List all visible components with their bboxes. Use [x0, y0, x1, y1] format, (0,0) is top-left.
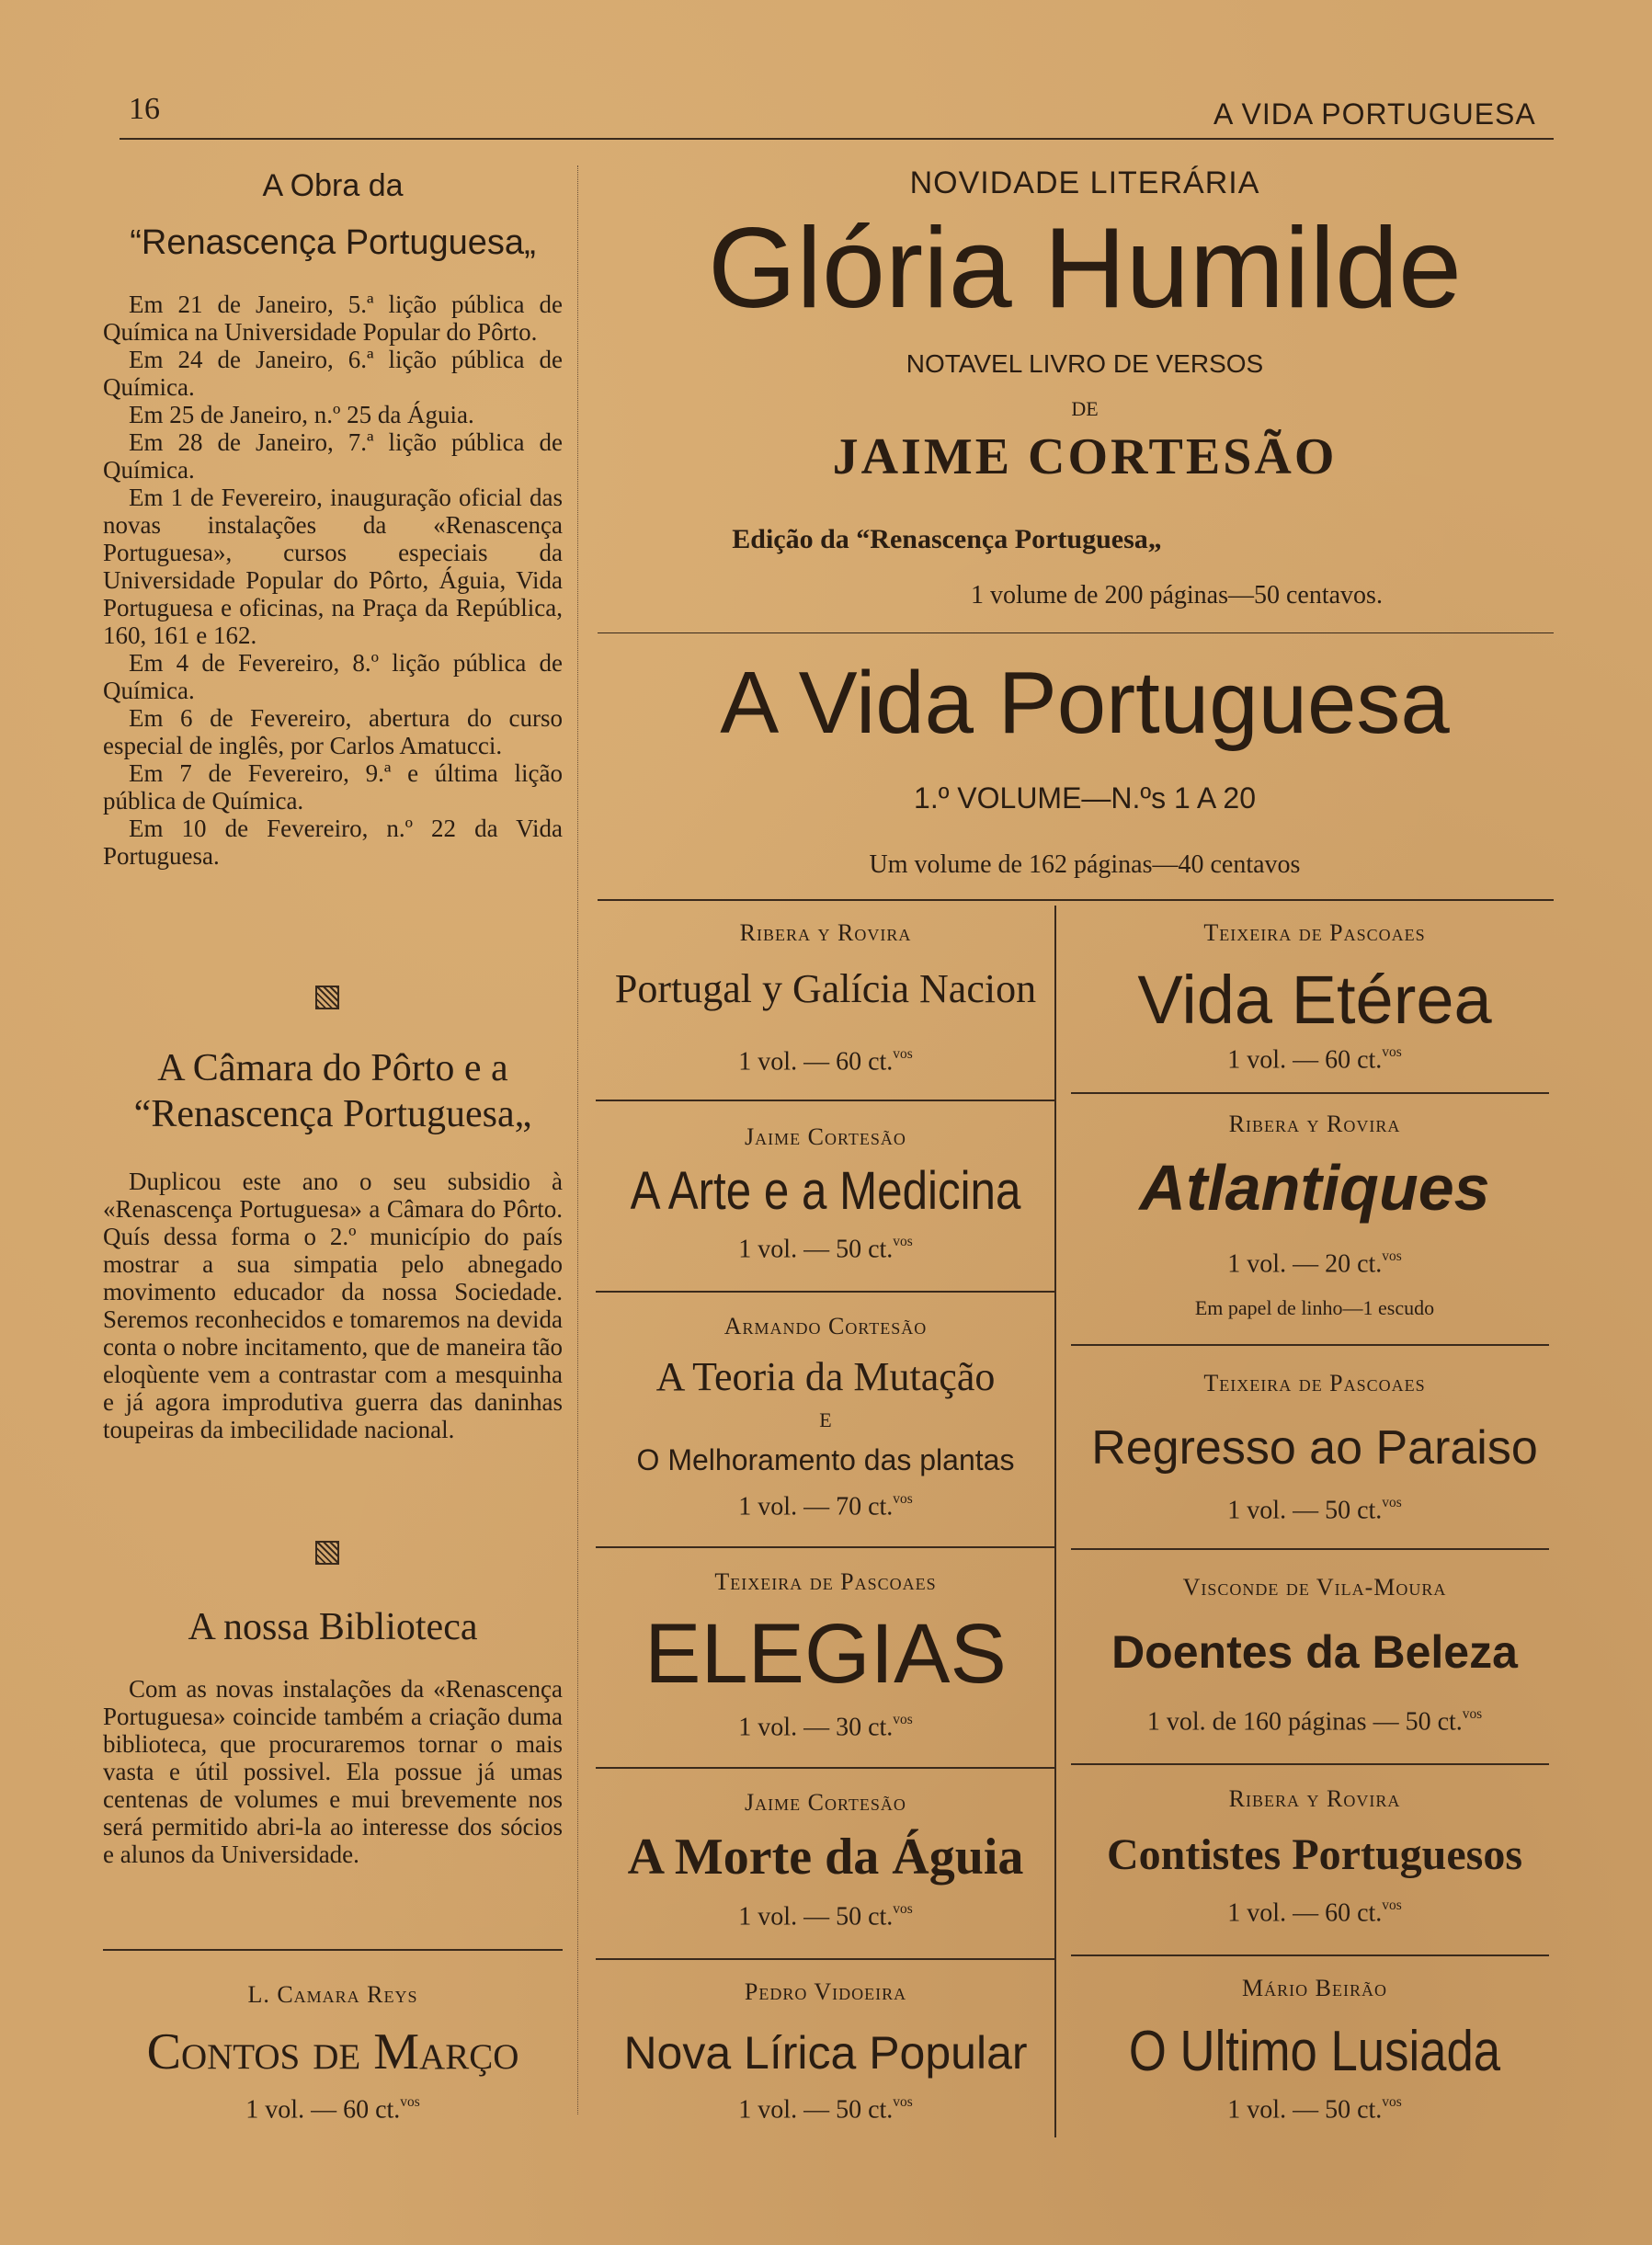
ornament-icon: [315, 1541, 339, 1565]
magazine-details: Um volume de 162 páginas—40 centavos: [869, 850, 1301, 879]
book-price: 1 vol. — 30 ct.$^{vos}$: [738, 1712, 913, 1742]
feature-de: DE: [1071, 397, 1099, 420]
book-title: A Teoria da Mutação: [655, 1354, 996, 1399]
book-author: Pedro Vidoeira: [744, 1978, 907, 2005]
rule: [1071, 1344, 1549, 1346]
book-price: 1 vol. — 50 ct.$^{vos}$: [738, 1234, 913, 1264]
book-title: A Arte e a Medicina: [630, 1161, 1021, 1221]
news-item: Em 10 de Fevereiro, n.º 22 da Vida Portuguesa.: [103, 815, 563, 870]
book-price: 1 vol. — 20 ct.$^{vos}$: [1227, 1248, 1402, 1279]
book-author: Ribera y Rovira: [739, 919, 912, 946]
section-obra: [103, 165, 563, 870]
feature-title: Glória Humilde: [707, 205, 1463, 332]
book-price: 1 vol. — 50 ct.$^{vos}$: [1227, 1495, 1402, 1525]
section-title: A Obra da: [262, 168, 404, 203]
news-item: Em 28 de Janeiro, 7.ª lição pública de Química.: [103, 428, 563, 484]
rule: [596, 1546, 1055, 1548]
running-title: A VIDA PORTUGUESA: [1213, 97, 1536, 131]
book-author: Armando Cortesão: [723, 1313, 928, 1339]
rule: [596, 1291, 1055, 1293]
book-price: 1 vol. de 160 páginas — 50 ct.$^{vos}$: [1146, 1706, 1483, 1737]
book-author: Mário Beirão: [1242, 1975, 1387, 2001]
news-item: Em 21 de Janeiro, 5.ª lição pública de Química na Universidade Popular do Pôrto.: [103, 291, 563, 346]
feature-details: 1 volume de 200 páginas—50 centavos.: [971, 581, 1383, 610]
rule: [596, 1100, 1055, 1101]
feature-kicker: NOVIDADE LITERÁRIA: [909, 165, 1260, 200]
book-title: Vida Etérea: [1137, 962, 1492, 1038]
book-title: ELEGIAS: [644, 1607, 1007, 1701]
book-price: 1 vol. — 50 ct.$^{vos}$: [738, 1901, 913, 1932]
book-author: Teixeira de Pascoaes: [1203, 1370, 1426, 1396]
book-price: 1 vol. — 50 ct.$^{vos}$: [738, 2094, 913, 2125]
book-title: Atlantiques: [1139, 1152, 1490, 1224]
rule: [1071, 1092, 1549, 1094]
book-author: Visconde de Vila-Moura: [1182, 1574, 1447, 1601]
rule: [1071, 1954, 1549, 1956]
book-title: Contistes Portuguesos: [1107, 1830, 1522, 1879]
news-item: Em 1 de Fevereiro, inauguração oficial das novas instalações da «Renascença Portuguesa», cursos especiais da Universidade Popular do Pôrto, Águia, Vida Portuguesa e oficinas, na Praça da República, 160, 161 e 162.: [103, 484, 563, 649]
book-title: O Ultimo Lusiada: [1128, 2020, 1501, 2083]
rule: [103, 1949, 563, 1951]
book-author: Jaime Cortesão: [745, 1123, 906, 1150]
ornament-icon: [315, 986, 339, 1009]
section-title: A Câmara do Pôrto e a: [157, 1047, 508, 1089]
rule: [1071, 1763, 1549, 1765]
book-title: Portugal y Galícia Nacion: [614, 966, 1037, 1011]
news-item: Em 7 de Fevereiro, 9.ª e última lição pública de Química.: [103, 759, 563, 815]
section-title: “Renascença Portuguesa„: [133, 1093, 532, 1135]
book-price: 1 vol. — 50 ct.$^{vos}$: [1227, 2094, 1402, 2125]
book-title: O Melhoramento das plantas: [636, 1443, 1015, 1476]
book-price: 1 vol. — 60 ct.$^{vos}$: [738, 1046, 913, 1077]
book-title: A Morte da Águia: [627, 1829, 1024, 1886]
book-price: 1 vol. — 60 ct.$^{vos}$: [245, 2094, 420, 2125]
book-price: 1 vol. — 60 ct.$^{vos}$: [1227, 1044, 1402, 1075]
book-price: 1 vol. — 70 ct.$^{vos}$: [738, 1491, 913, 1521]
magazine-volume: 1.º VOLUME—N.ºs 1 A 20: [914, 781, 1256, 815]
book-title: Contos de Março: [146, 2023, 519, 2080]
section-biblioteca: [103, 1607, 563, 1868]
book-author: Teixeira de Pascoaes: [1203, 919, 1426, 946]
magazine-title: A Vida Portuguesa: [720, 654, 1450, 752]
rule: [598, 632, 1554, 633]
rule: [1071, 1548, 1549, 1550]
section-body: Duplicou este ano o seu subsidio à «Renascença Portuguesa» a Câmara do Pôrto. Quís dessa forma o 2.º município do país mostrar a sua simpatia pelo abnegado movimento educador da nossa Sociedade. Seremos reconhecidos e tomaremos na devida conta o nobre incitamento, que de maneira tão eloqùente vem a contrastar com a mesquinha e já agora improdutiva guerra das daninhas toupeiras da imbecilidade nacional.: [103, 1168, 563, 1443]
news-item: Em 24 de Janeiro, 6.ª lição pública de Química.: [103, 346, 563, 401]
book-title: Regresso ao Paraiso: [1091, 1421, 1538, 1475]
news-item: Em 6 de Fevereiro, abertura do curso especial de inglês, por Carlos Amatucci.: [103, 704, 563, 759]
book-author: Jaime Cortesão: [745, 1789, 906, 1816]
book-conj: E: [819, 1408, 832, 1431]
book-author: Teixeira de Pascoaes: [714, 1568, 937, 1595]
rule: [596, 1767, 1055, 1769]
feature-edition: Edição da “Renascença Portuguesa„: [732, 524, 1162, 554]
book-title: Doentes da Beleza: [1111, 1626, 1518, 1678]
book-author: Ribera y Rovira: [1228, 1111, 1401, 1137]
section-title: A nossa Biblioteca: [188, 1606, 478, 1648]
rule: [596, 1958, 1055, 1960]
book-note: Em papel de linho—1 escudo: [1194, 1296, 1435, 1319]
book-price: 1 vol. — 60 ct.$^{vos}$: [1227, 1897, 1402, 1928]
rule: [598, 899, 1554, 901]
book-author: Ribera y Rovira: [1228, 1785, 1401, 1812]
section-camara: [103, 1048, 563, 1443]
news-item: Em 25 de Janeiro, n.º 25 da Águia.: [129, 401, 474, 428]
header-rule: [120, 138, 1554, 140]
book-title: Nova Lírica Popular: [623, 2027, 1028, 2079]
section-body: Com as novas instalações da «Renascença Portuguesa» coincide também a criação duma biblioteca, que procuraremos tornar o mais vasta e útil possivel. Ela possue já umas centenas de volumes e mui brevemente nos será permitido abri-la ao interesse dos sócios e alunos da Universidade.: [103, 1675, 563, 1868]
column-divider: [577, 165, 578, 2114]
feature-subtitle: NOTAVEL LIVRO DE VERSOS: [906, 349, 1264, 378]
news-item: Em 4 de Fevereiro, 8.º lição pública de Química.: [103, 649, 563, 704]
section-title: “Renascença Portuguesa„: [130, 223, 536, 262]
book-author: L. Camara Reys: [247, 1981, 418, 2008]
feature-author: JAIME CORTESÃO: [832, 428, 1338, 485]
page-number: 16: [129, 92, 160, 126]
